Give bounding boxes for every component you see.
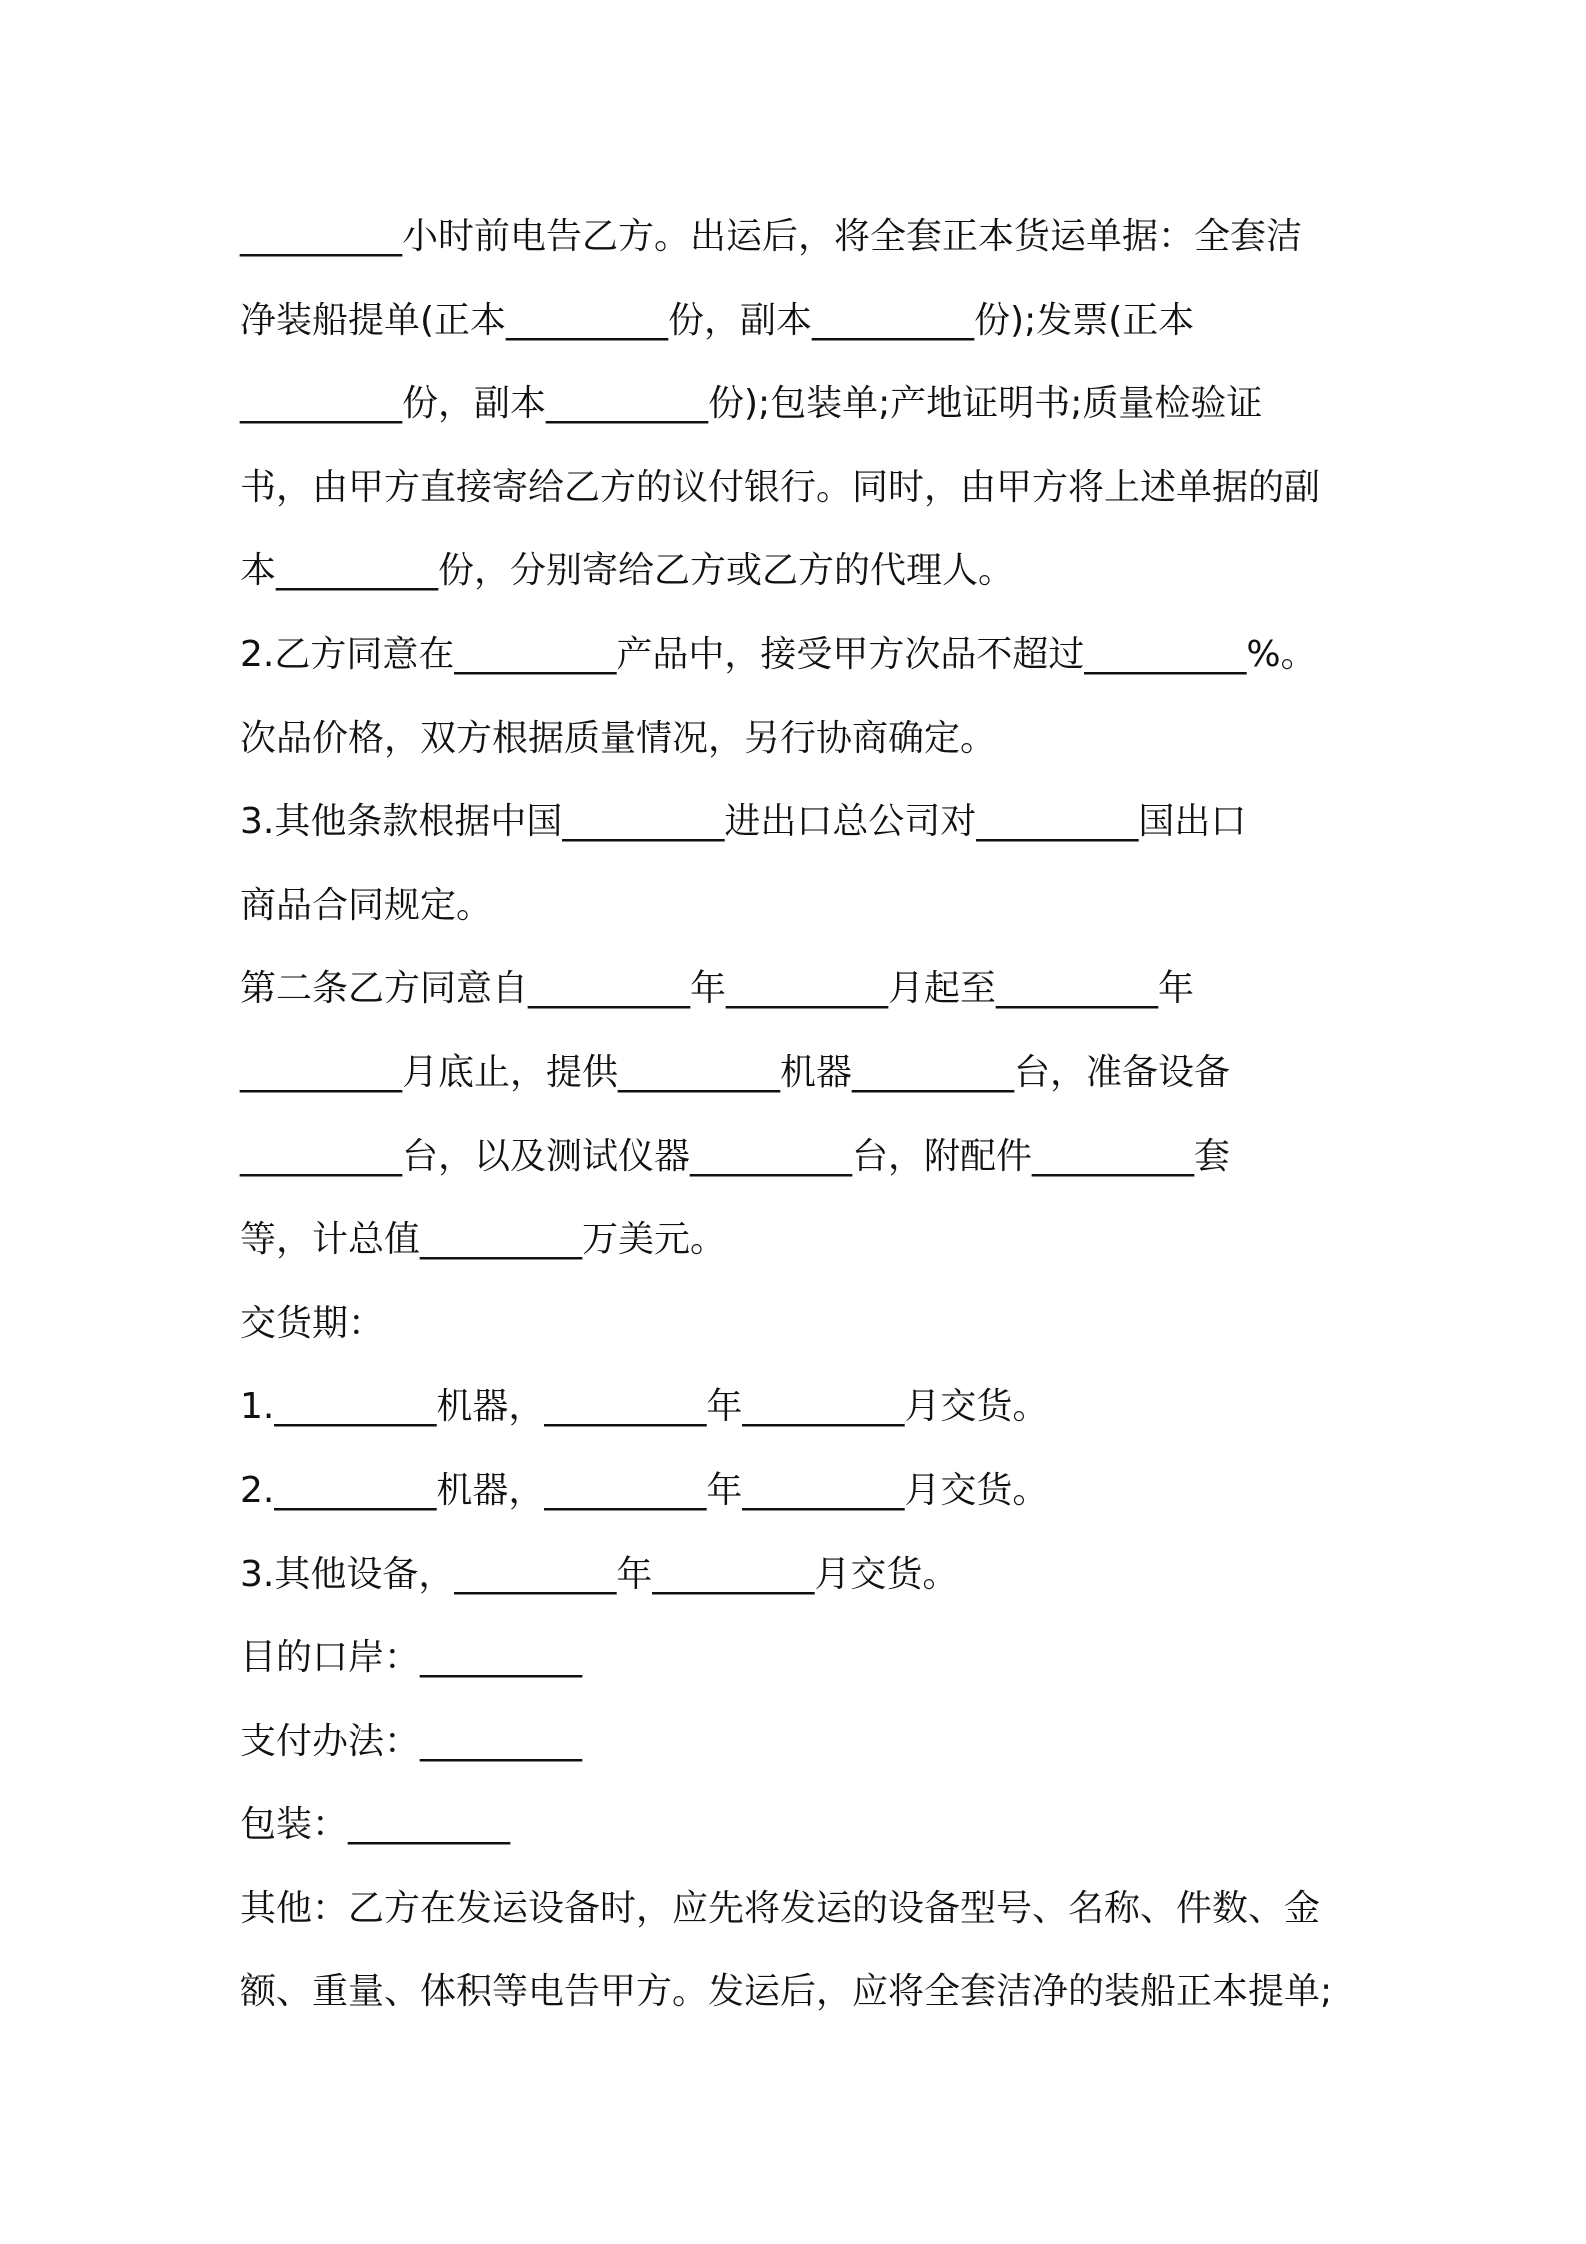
text-line: _________台，以及测试仪器_________台，附配件_________套 (240, 1135, 1231, 1177)
text-line: 商品合同规定。 (240, 884, 493, 926)
text-line: _________份，副本_________份);包装单;产地证明书;质量检验证 (240, 383, 1263, 425)
text-line: 等，计总值_________万美元。 (240, 1219, 727, 1261)
text-line: 其他：乙方在发运设备时，应先将发运的设备型号、名称、件数、金 (240, 1887, 1321, 1929)
text-line: 支付办法：_________ (240, 1720, 583, 1762)
text-line: 书，由甲方直接寄给乙方的议付银行。同时，由甲方将上述单据的副 (240, 466, 1321, 508)
text-line: 额、重量、体积等电告甲方。发运后，应将全套洁净的装船正本提单; (240, 1971, 1333, 2013)
text-line: 目的口岸：_________ (240, 1637, 583, 1679)
text-line: _________小时前电告乙方。出运后，将全套正本货运单据：全套洁 (240, 216, 1303, 257)
text-line: 3.其他条款根据中国_________进出口总公司对_________国出口 (240, 801, 1247, 843)
contract-text (240, 195, 1370, 2034)
text-line: 1._________机器，_________年_________月交货。 (240, 1386, 1049, 1428)
text-line: 第二条乙方同意自_________年_________月起至_________年 (240, 968, 1195, 1010)
text-line: 交货期： (240, 1302, 385, 1344)
text-line: 3.其他设备，_________年_________月交货。 (240, 1553, 959, 1595)
text-line: 净装船提单(正本_________份，副本_________份);发票(正本 (240, 299, 1195, 341)
text-line: 2.乙方同意在_________产品中，接受甲方次品不超过_________%。 (240, 633, 1317, 675)
text-line: 包装：_________ (240, 1804, 511, 1846)
text-line: 本_________份，分别寄给乙方或乙方的代理人。 (240, 550, 1015, 592)
text-line: 次品价格，双方根据质量情况，另行协商确定。 (240, 717, 997, 759)
text-line: _________月底止，提供_________机器_________台，准备设备 (240, 1051, 1231, 1093)
text-line: 2._________机器，_________年_________月交货。 (240, 1469, 1049, 1511)
